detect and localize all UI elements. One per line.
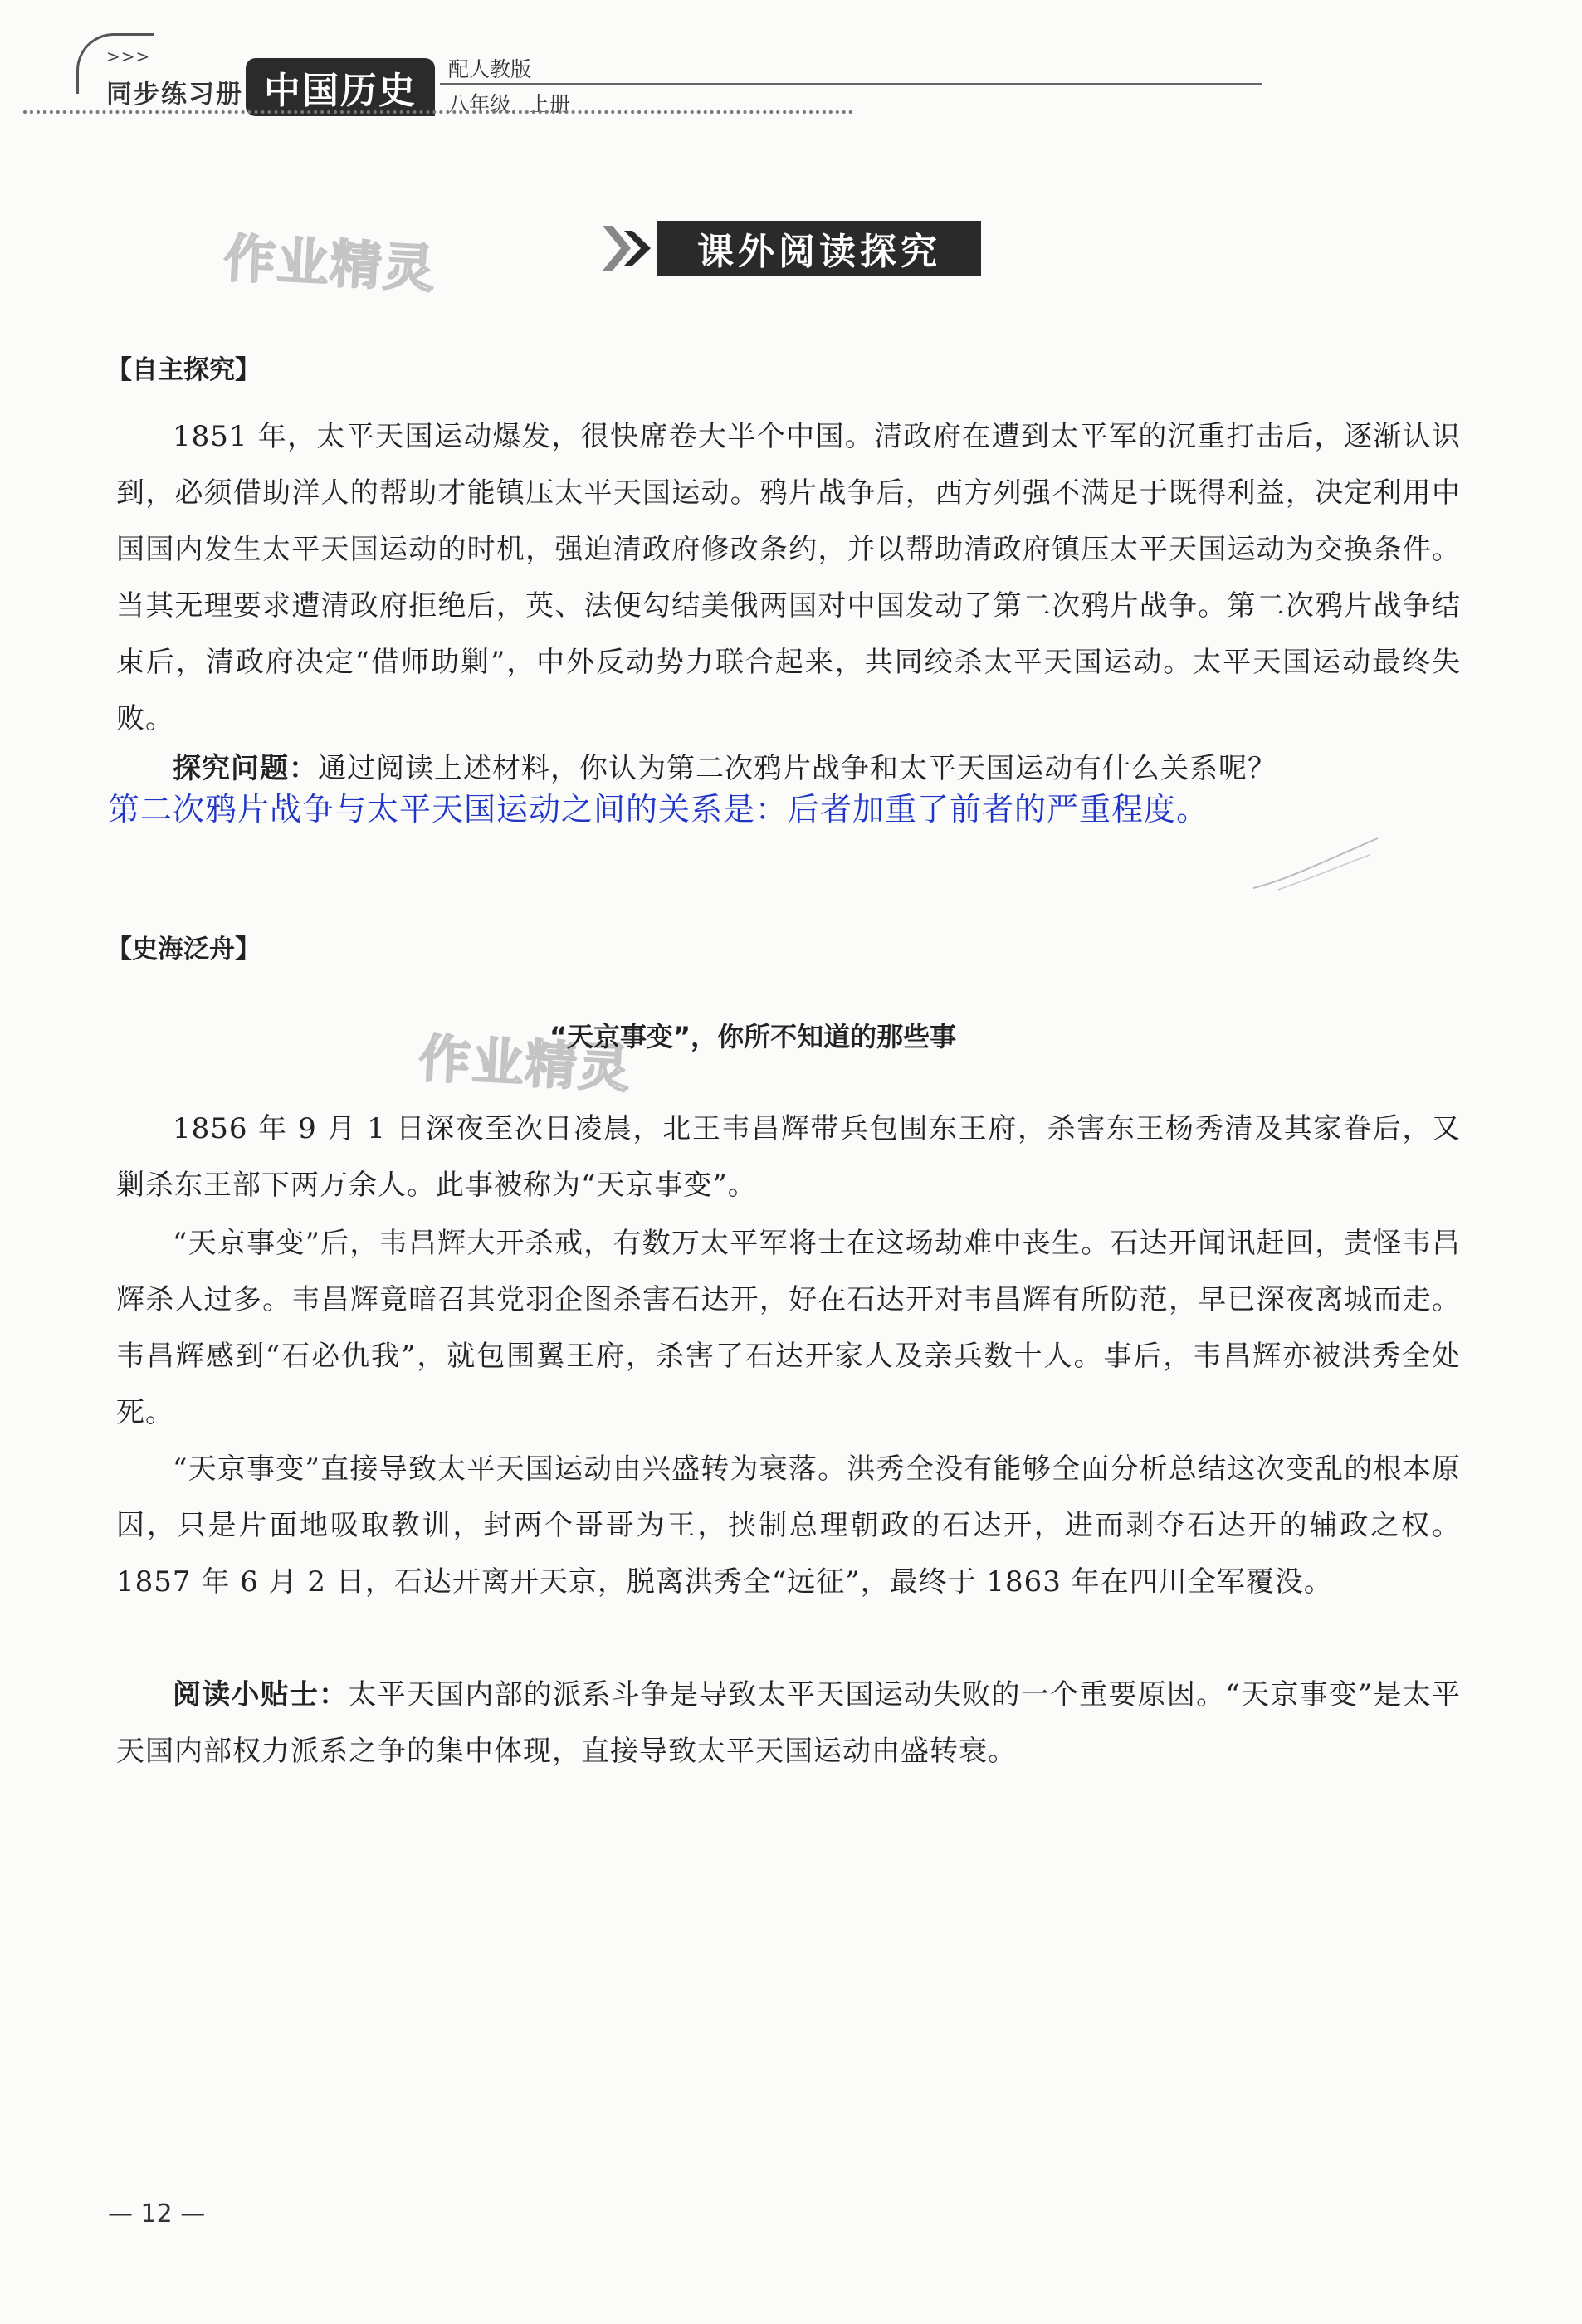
page-number: — 12 — <box>108 2200 206 2229</box>
reading-tip-text: 太平天国内部的派系斗争是导致太平天国运动失败的一个重要原因。“天京事变”是太平天国内部权力派系之争的集中体现，直接导致太平天国运动由盛转衰。 <box>116 1678 1462 1768</box>
reading-tip <box>116 1667 1461 1780</box>
section-banner: 课外阅读探究 <box>657 221 981 276</box>
pencil-scribble-mark <box>1245 830 1386 896</box>
watermark: 作业精灵 <box>417 1028 633 1100</box>
header-grade-level: 八年级 <box>448 92 511 116</box>
handwritten-answer: 第二次鸦片战争与太平天国运动之间的关系是：后者加重了前者的严重程度。 <box>108 791 1209 828</box>
article-paragraph: “天京事变”直接导致太平天国运动由兴盛转为衰落。洪秀全没有能够全面分析总结这次变乱的根本原因，只是片面地吸取教训，封两个哥哥为王，挟制总理朝政的石达开，进而剥夺石达开的辅政之权。1857 年 6 月 2 日，石达开离开天京，脱离洪秀全“远征”，最终于 1863 年在四川全军覆没。 <box>116 1452 1461 1599</box>
article-paragraph: 1856 年 9 月 1 日深夜至次日凌晨，北王韦昌辉带兵包围东王府，杀害东王杨秀清及其家眷后，又剿杀东王部下两万余人。此事被称为“天京事变”。 <box>116 1112 1461 1202</box>
header-book-name: 同步练习册 <box>106 80 243 110</box>
watermark: 作业精灵 <box>222 227 438 300</box>
header-dotted-divider <box>23 110 853 114</box>
header-volume: 上册 <box>528 92 570 116</box>
banner-chevron-icon <box>599 219 657 277</box>
header-edition: 配人教版 <box>448 57 532 81</box>
self-inquiry-label: 【自主探究】 <box>106 355 261 385</box>
inquiry-question-lead: 探究问题： <box>173 752 318 785</box>
header-subject-badge: 中国历史 <box>246 58 435 116</box>
self-inquiry-paragraph: 1851 年，太平天国运动爆发，很快席卷大半个中国。清政府在遭到太平军的沉重打击后，逐渐认识到，必须借助洋人的帮助才能镇压太平天国运动。鸦片战争后，西方列强不满足于既得利益，决定利用中国国内发生太平天国运动的时机，强迫清政府修改条约，并以帮助清政府镇压太平天国运动为交换条件。当其无理要求遭清政府拒绝后，英、法便勾结美俄两国对中国发动了第二次鸦片战争。第二次鸦片战争结束后，清政府决定“借师助剿”，中外反动势力联合起来，共同绞杀太平天国运动。太平天国运动最终失败。 <box>116 420 1461 735</box>
history-sea-label: 【史海泛舟】 <box>106 935 261 964</box>
inquiry-question-text: 通过阅读上述材料，你认为第二次鸦片战争和太平天国运动有什么关系呢？ <box>318 752 1277 785</box>
header-rule <box>440 83 1262 85</box>
header-arrows: >>> <box>106 46 151 66</box>
reading-tip-lead: 阅读小贴士： <box>173 1678 349 1711</box>
article-paragraph: “天京事变”后，韦昌辉大开杀戒，有数万太平军将士在这场劫难中丧生。石达开闻讯赶回，责怪韦昌辉杀人过多。韦昌辉竟暗召其党羽企图杀害石达开，好在石达开对韦昌辉有所防范，早已深夜离城而走。韦昌辉感到“石必仇我”，就包围翼王府，杀害了石达开家人及亲兵数十人。事后，韦昌辉亦被洪秀全处死。 <box>116 1227 1461 1429</box>
article-title: “天京事变”，你所不知道的那些事 <box>549 1021 957 1052</box>
